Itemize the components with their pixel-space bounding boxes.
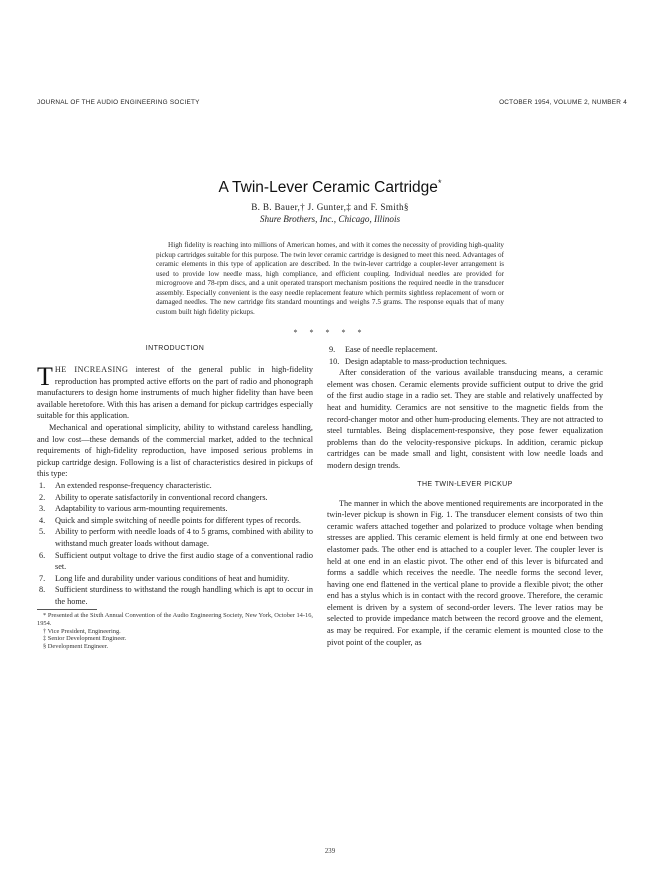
- list-item-number: 8.: [39, 585, 46, 595]
- list-item: [37, 515, 313, 527]
- list-item-number: 1.: [39, 480, 46, 490]
- title-footnote-mark: *: [437, 178, 442, 188]
- article-title: [0, 178, 660, 197]
- issue-info: OCTOBER 1954, VOLUME 2, NUMBER 4: [499, 99, 627, 106]
- drop-cap: T: [37, 362, 53, 391]
- author-affiliation: Shure Brothers, Inc., Chicago, Illinois: [259, 214, 401, 224]
- transducer-choice-paragraph: After consideration of the various available transducing means, a ceramic element was chosen. Ceramic elements provide sufficient output to drive the grid of the first audio stage in a radio set. They are stable and relatively unaffected by heat and humidity. Ceramics are not sensitive to the magnetic fields from the record-changer motor and other hum-producing elements. They are not attracted to steel turntables. Being displacement-responsive, they pose fewer equalization problems than do the velocity-responsive pickups. In addition, ceramic pickup cartridges can be made small and light, consistent with low needle loads and modern design trends.: [327, 368, 603, 470]
- list-item-number: 3.: [39, 504, 46, 514]
- right-column: [327, 344, 603, 648]
- list-item: [327, 344, 603, 356]
- list-item-number: 10.: [329, 356, 340, 366]
- footnote: § Development Engineer.: [43, 642, 109, 650]
- page-number: 239: [324, 848, 336, 855]
- list-item-text: Long life and durability under various conditions of heat and humidity.: [55, 573, 290, 583]
- list-item-text: Design adaptable to mass-production techniques.: [345, 356, 507, 366]
- twin-lever-paragraph: The manner in which the above mentioned requirements are incorporated in the twin-lever pickup is shown in Fig. 1. The transducer element consists of two thin ceramic wafers attached together and polarized to produce voltage when bending stresses are applied. This ceramic element is held firmly at one end between two elastomer pads. The other end is attached to a coupler lever. The coupler lever is held at one end in an elastic pivot. The other end of this lever is bifurcated and forms a saddle which receives the needle. The needle forms the second lever, having one end flattened in the vertical plane to provide a flexible pivot; the other end has a stylus which is in contact with the record groove. Therefore, the ceramic element is driven by a system of second-order levers. The lever ratios may be selected to provide impedance match between the record groove and the element, as may be required. For example, if the ceramic element is mounted close to the pivot point of the coupler, as: [327, 498, 603, 647]
- list-item: [37, 526, 313, 549]
- footnote: † Vice President, Engineering.: [43, 627, 121, 635]
- author-list: B. B. Bauer,† J. Gunter,‡ and F. Smith§: [251, 202, 409, 212]
- list-item-number: 4.: [39, 515, 46, 525]
- running-head: [37, 99, 627, 111]
- list-item: [37, 550, 313, 573]
- left-column: [37, 344, 313, 650]
- list-item-text: An extended response-frequency characteristic.: [55, 480, 212, 490]
- list-item-number: 6.: [39, 550, 46, 560]
- footnote: ‡ Senior Development Engineer.: [43, 635, 127, 643]
- list-item-text: Ability to operate satisfactorily in conventional record changers.: [55, 492, 268, 502]
- requirements-list-continued: [327, 344, 603, 367]
- list-item-number: 2.: [39, 492, 46, 502]
- list-item: [37, 573, 313, 585]
- list-item-number: 5.: [39, 527, 46, 537]
- section-heading-introduction: INTRODUCTION: [145, 345, 205, 352]
- list-item-text: Ability to perform with needle loads of 4 to 5 grams, combined with ability to withstand much greater loads without damage.: [55, 527, 313, 548]
- article-title-text: A Twin-Lever Ceramic Cartridge: [218, 179, 438, 197]
- list-item-text: Sufficient sturdiness to withstand the rough handling which is apt to occur in the home.: [55, 585, 313, 606]
- list-item-number: 9.: [329, 345, 336, 354]
- list-item: [37, 480, 313, 492]
- footnotes: [37, 610, 313, 650]
- intro-first-paragraph-text: interest of the general public in high-fidelity reproduction has prompted active efforts on the part of radio and phonograph manufacturers to design home instruments of much higher fidelity than have been available heretofore. With this has arisen a demand for pickup cartridges especially suitable for this application.: [37, 365, 313, 421]
- intro-second-paragraph: Mechanical and operational simplicity, ability to withstand careless handling, and low cost—these demands of the commercial market, added to the technical requirements of high-fidelity reproduction, have imposed serious problems in pickup cartridge design. Following is a list of characteristics desired in pickups of this type:: [37, 422, 313, 479]
- intro-first-paragraph: [37, 364, 313, 422]
- list-item-number: 7.: [39, 573, 46, 583]
- lead-in-caps: HE INCREASING: [54, 365, 129, 374]
- list-item: [37, 503, 313, 515]
- abstract-text: High fidelity is reaching into millions of American homes, and with it comes the necessity of providing high-quality pickup cartridges suitable for this purpose. The twin lever ceramic cartridge is designed to meet this need. Advantages of ceramic elements in this type of application are described. In the twin-lever cartridge a coupler-lever arrangement is used to provide low needle mass, high compliance, and efficient coupling. Individual needles are provided for microgroove and 78-rpm discs, and a unit operated transport mechanism positions the required needle in the transducer assembly. Especially convenient is the easy needle replacement feature which permits sightless replacement of worn or damaged needles. The new cartridge fits standard mountings and weighs 7.5 grams. The response equals that of many custom built high fidelity pickups.: [156, 241, 504, 316]
- section-heading-twin-lever-pickup: THE TWIN-LEVER PICKUP: [417, 480, 513, 488]
- list-item: [37, 584, 313, 607]
- list-item-text: Quick and simple switching of needle points for different types of records.: [55, 515, 301, 525]
- list-item-text: Ease of needle replacement.: [345, 345, 438, 354]
- list-item: [327, 356, 603, 368]
- abstract: [156, 241, 504, 317]
- list-item-text: Sufficient output voltage to drive the first audio stage of a conventional radio set.: [55, 550, 313, 572]
- section-separator: * * * * *: [293, 328, 367, 337]
- footnote: * Presented at the Sixth Annual Convention of the Audio Engineering Society, New York, October 14-16, 1954.: [37, 612, 313, 628]
- journal-name: JOURNAL OF THE AUDIO ENGINEERING SOCIETY: [37, 99, 200, 106]
- list-item: [37, 492, 313, 504]
- requirements-list: [37, 480, 313, 608]
- list-item-text: Adaptability to various arm-mounting requirements.: [55, 504, 228, 514]
